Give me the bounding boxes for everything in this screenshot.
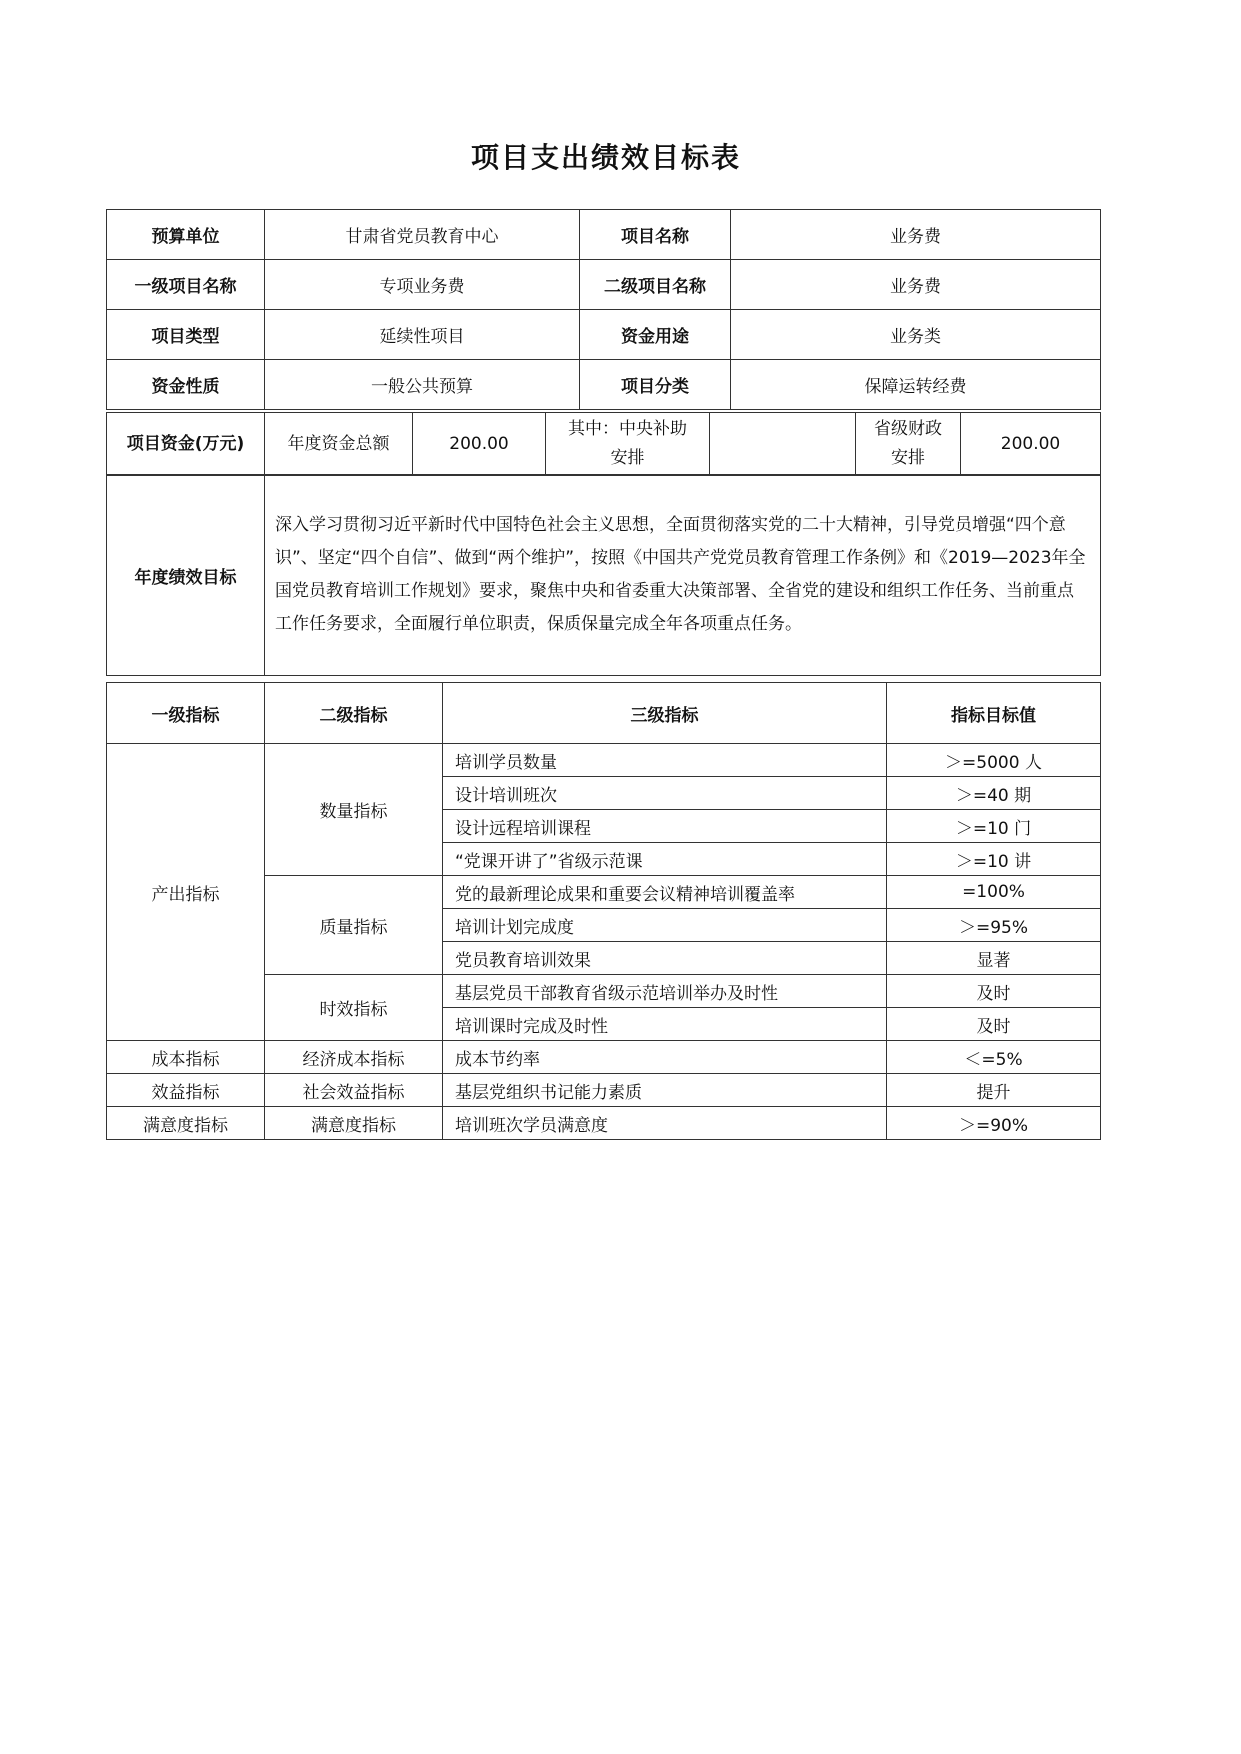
economic-cost-indicator-label: 经济成本指标 [265, 1041, 443, 1074]
level1-name-label: 一级项目名称 [107, 260, 265, 310]
indicator-name: 党的最新理论成果和重要会议精神培训覆盖率 [443, 876, 887, 909]
basic-info-table [106, 209, 1101, 410]
central-subsidy-value [710, 413, 856, 476]
output-indicator-label: 产出指标 [107, 744, 265, 1041]
satisfaction-indicator-label: 满意度指标 [107, 1107, 265, 1140]
timeliness-indicator-label: 时效指标 [265, 975, 443, 1041]
funds-table [106, 412, 1101, 476]
goal-table [106, 474, 1101, 676]
quality-indicator-label: 质量指标 [265, 876, 443, 975]
budget-unit-label: 预算单位 [107, 210, 265, 260]
indicator-value: =100% [887, 876, 1101, 909]
fund-nature-value: 一般公共预算 [265, 360, 580, 410]
header-level3: 三级指标 [443, 683, 887, 744]
table-header-row [107, 683, 1101, 744]
indicator-value: ＞=90% [887, 1107, 1101, 1140]
indicator-value: ＜=5% [887, 1041, 1101, 1074]
level1-name-value: 专项业务费 [265, 260, 580, 310]
annual-total-label: 年度资金总额 [265, 413, 413, 476]
indicator-value: 显著 [887, 942, 1101, 975]
project-type-label: 项目类型 [107, 310, 265, 360]
table-row [107, 360, 1101, 410]
project-type-value: 延续性项目 [265, 310, 580, 360]
central-subsidy-label-line2: 安排 [610, 448, 645, 468]
cost-indicator-label: 成本指标 [107, 1041, 265, 1074]
indicator-name: 成本节约率 [443, 1041, 887, 1074]
annual-goal-label: 年度绩效目标 [107, 475, 265, 676]
central-subsidy-label [546, 413, 710, 476]
table-row [107, 1041, 1101, 1074]
indicator-value: ＞=5000 人 [887, 744, 1101, 777]
indicators-table [106, 682, 1101, 1140]
indicator-name: 培训学员数量 [443, 744, 887, 777]
indicator-value: ＞=40 期 [887, 777, 1101, 810]
table-row [107, 210, 1101, 260]
fund-nature-label: 资金性质 [107, 360, 265, 410]
budget-unit-value: 甘肃省党员教育中心 [265, 210, 580, 260]
indicator-value: 及时 [887, 1008, 1101, 1041]
header-level2: 二级指标 [265, 683, 443, 744]
indicator-name: 党员教育培训效果 [443, 942, 887, 975]
table-row [107, 310, 1101, 360]
provincial-label [856, 413, 961, 476]
page-title: 项目支出绩效目标表 [470, 141, 741, 174]
funds-label: 项目资金(万元) [107, 413, 265, 476]
level2-name-value: 业务费 [731, 260, 1101, 310]
quantity-indicator-label: 数量指标 [265, 744, 443, 876]
provincial-value: 200.00 [961, 413, 1101, 476]
table-row [107, 1074, 1101, 1107]
provincial-label-line2: 安排 [891, 448, 925, 468]
table-row [107, 260, 1101, 310]
indicator-name: 培训班次学员满意度 [443, 1107, 887, 1140]
indicator-name: “党课开讲了”省级示范课 [443, 843, 887, 876]
table-row [107, 475, 1101, 676]
indicator-value: 及时 [887, 975, 1101, 1008]
benefit-indicator-label: 效益指标 [107, 1074, 265, 1107]
indicator-name: 基层党员干部教育省级示范培训举办及时性 [443, 975, 887, 1008]
header-level1: 一级指标 [107, 683, 265, 744]
table-row [107, 1107, 1101, 1140]
indicator-name: 基层党组织书记能力素质 [443, 1074, 887, 1107]
indicator-value: ＞=10 讲 [887, 843, 1101, 876]
indicator-name: 培训课时完成及时性 [443, 1008, 887, 1041]
indicator-name: 设计远程培训课程 [443, 810, 887, 843]
header-target: 指标目标值 [887, 683, 1101, 744]
fund-usage-value: 业务类 [731, 310, 1101, 360]
annual-goal-text: 深入学习贯彻习近平新时代中国特色社会主义思想，全面贯彻落实党的二十大精神，引导党员增强“四个意识”、坚定“四个自信”、做到“两个维护”，按照《中国共产党党员教育管理工作条例》和《2019—2023年全国党员教育培训工作规划》要求，聚焦中央和省委重大决策部署、全省党的建设和组织工作任务、当前重点工作任务要求，全面履行单位职责，保质保量完成全年各项重点任务。 [265, 475, 1101, 676]
central-subsidy-label-line1: 其中：中央补助 [568, 419, 687, 439]
indicator-value: 提升 [887, 1074, 1101, 1107]
indicator-name: 设计培训班次 [443, 777, 887, 810]
annual-total-value: 200.00 [413, 413, 546, 476]
table-row [107, 413, 1101, 476]
fund-usage-label: 资金用途 [580, 310, 731, 360]
indicator-name: 培训计划完成度 [443, 909, 887, 942]
indicator-value: ＞=95% [887, 909, 1101, 942]
satisfaction-sub-indicator-label: 满意度指标 [265, 1107, 443, 1140]
project-name-label: 项目名称 [580, 210, 731, 260]
project-name-value: 业务费 [731, 210, 1101, 260]
indicator-value: ＞=10 门 [887, 810, 1101, 843]
project-category-value: 保障运转经费 [731, 360, 1101, 410]
social-benefit-indicator-label: 社会效益指标 [265, 1074, 443, 1107]
level2-name-label: 二级项目名称 [580, 260, 731, 310]
table-row [107, 744, 1101, 777]
provincial-label-line1: 省级财政 [874, 419, 942, 439]
project-category-label: 项目分类 [580, 360, 731, 410]
